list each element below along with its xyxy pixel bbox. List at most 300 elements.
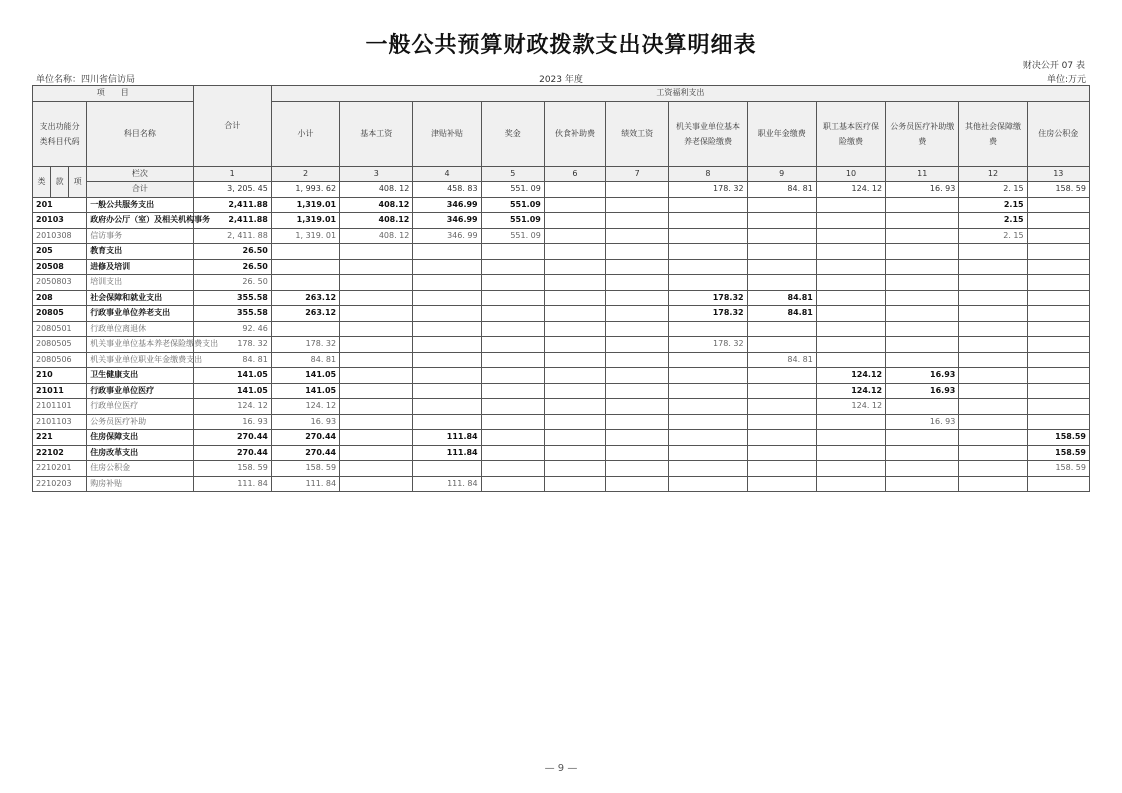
- total-value-cell: [606, 182, 669, 198]
- value-cell: 111. 84: [193, 476, 271, 492]
- table-row: [33, 337, 1090, 353]
- row-name: 公务员医疗补助: [87, 414, 193, 430]
- value-cell: [340, 383, 413, 399]
- header-total: 合计: [193, 86, 271, 167]
- value-cell: [959, 337, 1027, 353]
- value-cell: [340, 399, 413, 415]
- value-cell: 124.12: [816, 368, 885, 384]
- value-cell: [886, 244, 959, 260]
- value-cell: [481, 461, 544, 477]
- table-row: [33, 445, 1090, 461]
- table-row: [33, 228, 1090, 244]
- column-number: 8: [669, 166, 747, 182]
- row-code: 210: [33, 368, 87, 384]
- total-value-cell: 1, 993. 62: [271, 182, 339, 198]
- row-name: 住房保障支出: [87, 430, 193, 446]
- value-cell: 158.59: [1027, 445, 1089, 461]
- value-cell: [959, 244, 1027, 260]
- value-cell: [1027, 290, 1089, 306]
- value-cell: 84.81: [747, 290, 816, 306]
- header-subcol: 奖金: [481, 101, 544, 166]
- value-cell: 346. 99: [413, 228, 481, 244]
- value-cell: 124. 12: [271, 399, 339, 415]
- value-cell: [1027, 414, 1089, 430]
- header-item-name: 科目名称: [87, 101, 193, 166]
- total-row-label: 合计: [87, 182, 193, 198]
- value-cell: [959, 445, 1027, 461]
- row-name: 住房改革支出: [87, 445, 193, 461]
- value-cell: 178.32: [669, 290, 747, 306]
- header-salary-group: 工资福利支出: [271, 86, 1089, 102]
- value-cell: [959, 476, 1027, 492]
- value-cell: [747, 383, 816, 399]
- value-cell: [747, 337, 816, 353]
- value-cell: [340, 414, 413, 430]
- value-cell: 263.12: [271, 290, 339, 306]
- value-cell: [340, 306, 413, 322]
- value-cell: 26.50: [193, 244, 271, 260]
- value-cell: [816, 306, 885, 322]
- value-cell: [669, 414, 747, 430]
- value-cell: [413, 321, 481, 337]
- value-cell: [747, 275, 816, 291]
- value-cell: [747, 244, 816, 260]
- value-cell: 178. 32: [669, 337, 747, 353]
- total-value-cell: 551. 09: [481, 182, 544, 198]
- row-name: 社会保障和就业支出: [87, 290, 193, 306]
- value-cell: [544, 461, 605, 477]
- value-cell: 141.05: [271, 383, 339, 399]
- table-row: [33, 275, 1090, 291]
- value-cell: [606, 476, 669, 492]
- value-cell: [669, 476, 747, 492]
- value-cell: 2.15: [959, 213, 1027, 229]
- value-cell: [669, 430, 747, 446]
- value-cell: [271, 275, 339, 291]
- value-cell: [481, 306, 544, 322]
- value-cell: 124. 12: [193, 399, 271, 415]
- row-code: 208: [33, 290, 87, 306]
- value-cell: 178.32: [669, 306, 747, 322]
- value-cell: [816, 445, 885, 461]
- value-cell: 124.12: [816, 383, 885, 399]
- value-cell: [886, 321, 959, 337]
- value-cell: [669, 352, 747, 368]
- value-cell: 158.59: [1027, 430, 1089, 446]
- table-row: [33, 197, 1090, 213]
- row-code: 205: [33, 244, 87, 260]
- value-cell: [606, 321, 669, 337]
- table-row: [33, 213, 1090, 229]
- value-cell: [886, 476, 959, 492]
- value-cell: [669, 197, 747, 213]
- header-xiang: 项: [69, 166, 87, 197]
- value-cell: [959, 352, 1027, 368]
- value-cell: 111. 84: [413, 476, 481, 492]
- row-name: 一般公共服务支出: [87, 197, 193, 213]
- value-cell: [606, 352, 669, 368]
- value-cell: [271, 321, 339, 337]
- value-cell: [606, 259, 669, 275]
- value-cell: [1027, 321, 1089, 337]
- value-cell: [1027, 337, 1089, 353]
- value-cell: [544, 321, 605, 337]
- header-subcol: 绩效工资: [606, 101, 669, 166]
- row-name: 行政单位离退休: [87, 321, 193, 337]
- value-cell: [959, 461, 1027, 477]
- value-cell: [544, 290, 605, 306]
- value-cell: [413, 275, 481, 291]
- value-cell: 111.84: [413, 430, 481, 446]
- value-cell: [544, 275, 605, 291]
- value-cell: 84. 81: [193, 352, 271, 368]
- value-cell: [816, 461, 885, 477]
- value-cell: 346.99: [413, 213, 481, 229]
- row-name: 培训支出: [87, 275, 193, 291]
- row-name: 购房补贴: [87, 476, 193, 492]
- row-code: 2080506: [33, 352, 87, 368]
- value-cell: [340, 259, 413, 275]
- value-cell: [481, 337, 544, 353]
- value-cell: [606, 228, 669, 244]
- value-cell: [606, 290, 669, 306]
- column-number: 7: [606, 166, 669, 182]
- value-cell: [669, 321, 747, 337]
- row-code: 201: [33, 197, 87, 213]
- value-cell: [413, 352, 481, 368]
- value-cell: [1027, 383, 1089, 399]
- value-cell: [413, 461, 481, 477]
- value-cell: [481, 352, 544, 368]
- header-subcol: 住房公积金: [1027, 101, 1089, 166]
- table-row: [33, 430, 1090, 446]
- value-cell: [669, 368, 747, 384]
- value-cell: 270.44: [193, 430, 271, 446]
- value-cell: 2, 411. 88: [193, 228, 271, 244]
- value-cell: [886, 399, 959, 415]
- value-cell: [669, 259, 747, 275]
- column-number: 4: [413, 166, 481, 182]
- value-cell: [1027, 197, 1089, 213]
- value-cell: [1027, 476, 1089, 492]
- row-code: 2210203: [33, 476, 87, 492]
- form-code: 财决公开 07 表: [1022, 61, 1085, 71]
- value-cell: [481, 399, 544, 415]
- value-cell: 346.99: [413, 197, 481, 213]
- header-subcol: 伙食补助费: [544, 101, 605, 166]
- value-cell: 111.84: [413, 445, 481, 461]
- row-name: 机关事业单位基本养老保险缴费支出: [87, 337, 193, 353]
- value-cell: [669, 228, 747, 244]
- value-cell: [1027, 306, 1089, 322]
- total-value-cell: 2. 15: [959, 182, 1027, 198]
- value-cell: [959, 414, 1027, 430]
- value-cell: [816, 259, 885, 275]
- value-cell: 84. 81: [271, 352, 339, 368]
- header-subcol: 职业年金缴费: [747, 101, 816, 166]
- value-cell: [886, 445, 959, 461]
- value-cell: [959, 259, 1027, 275]
- value-cell: 16. 93: [886, 414, 959, 430]
- total-value-cell: 178. 32: [669, 182, 747, 198]
- header-code-label: 支出功能分类科目代码: [33, 101, 87, 166]
- page-title: 一般公共预算财政拨款支出决算明细表: [365, 32, 757, 58]
- value-cell: 270.44: [193, 445, 271, 461]
- value-cell: [606, 306, 669, 322]
- value-cell: [747, 259, 816, 275]
- column-number: 13: [1027, 166, 1089, 182]
- value-cell: [544, 213, 605, 229]
- row-code: 2210201: [33, 461, 87, 477]
- row-code: 20508: [33, 259, 87, 275]
- value-cell: [747, 476, 816, 492]
- meta-row: [32, 72, 1090, 84]
- value-cell: 551.09: [481, 197, 544, 213]
- row-code: 2050803: [33, 275, 87, 291]
- row-code: 22102: [33, 445, 87, 461]
- value-cell: [606, 275, 669, 291]
- row-code: 2101103: [33, 414, 87, 430]
- value-cell: [816, 414, 885, 430]
- row-code: 20805: [33, 306, 87, 322]
- value-cell: [816, 321, 885, 337]
- value-cell: [544, 259, 605, 275]
- column-number: 2: [271, 166, 339, 182]
- value-cell: [886, 306, 959, 322]
- value-cell: [886, 259, 959, 275]
- row-name: 机关事业单位职业年金缴费支出: [87, 352, 193, 368]
- header-subcol: 其他社会保障缴费: [959, 101, 1027, 166]
- value-cell: [816, 430, 885, 446]
- value-cell: [747, 321, 816, 337]
- value-cell: [340, 368, 413, 384]
- value-cell: [816, 352, 885, 368]
- value-cell: [481, 414, 544, 430]
- value-cell: [340, 461, 413, 477]
- value-cell: 158. 59: [1027, 461, 1089, 477]
- value-cell: [669, 213, 747, 229]
- total-value-cell: 84. 81: [747, 182, 816, 198]
- value-cell: 2,411.88: [193, 213, 271, 229]
- value-cell: 1,319.01: [271, 197, 339, 213]
- value-cell: 1,319.01: [271, 213, 339, 229]
- value-cell: 408.12: [340, 197, 413, 213]
- value-cell: [816, 275, 885, 291]
- value-cell: 16.93: [886, 383, 959, 399]
- value-cell: 2. 15: [959, 228, 1027, 244]
- value-cell: [606, 445, 669, 461]
- row-name: 政府办公厅（室）及相关机构事务: [87, 213, 193, 229]
- value-cell: [544, 352, 605, 368]
- table-row: [33, 306, 1090, 322]
- value-cell: 178. 32: [271, 337, 339, 353]
- value-cell: [340, 290, 413, 306]
- column-number: 5: [481, 166, 544, 182]
- value-cell: [1027, 352, 1089, 368]
- value-cell: [669, 461, 747, 477]
- value-cell: [481, 368, 544, 384]
- value-cell: [886, 275, 959, 291]
- total-value-cell: 408. 12: [340, 182, 413, 198]
- value-cell: [669, 244, 747, 260]
- table-row: [33, 368, 1090, 384]
- expenditure-table: [32, 85, 1090, 492]
- row-name: 行政事业单位医疗: [87, 383, 193, 399]
- value-cell: 141.05: [271, 368, 339, 384]
- header-subcol: 职工基本医疗保险缴费: [816, 101, 885, 166]
- header-subcol: 津贴补贴: [413, 101, 481, 166]
- table-row: [33, 461, 1090, 477]
- value-cell: [606, 461, 669, 477]
- value-cell: 124. 12: [816, 399, 885, 415]
- value-cell: [544, 368, 605, 384]
- page-number: — 9 —: [544, 763, 578, 774]
- value-cell: [747, 461, 816, 477]
- table-row: [33, 399, 1090, 415]
- value-cell: [747, 368, 816, 384]
- value-cell: [1027, 244, 1089, 260]
- value-cell: 2,411.88: [193, 197, 271, 213]
- currency-unit: 单位:万元: [1046, 75, 1086, 85]
- column-number: 12: [959, 166, 1027, 182]
- header-subcol: 小计: [271, 101, 339, 166]
- value-cell: [271, 259, 339, 275]
- value-cell: [544, 244, 605, 260]
- value-cell: [413, 306, 481, 322]
- value-cell: [271, 244, 339, 260]
- value-cell: 158. 59: [193, 461, 271, 477]
- row-code: 221: [33, 430, 87, 446]
- table-row: [33, 383, 1090, 399]
- value-cell: [747, 430, 816, 446]
- value-cell: [606, 244, 669, 260]
- value-cell: [959, 399, 1027, 415]
- row-code: 2080501: [33, 321, 87, 337]
- value-cell: [340, 337, 413, 353]
- value-cell: [959, 383, 1027, 399]
- value-cell: [886, 337, 959, 353]
- value-cell: [816, 213, 885, 229]
- table-row: [33, 290, 1090, 306]
- value-cell: 551.09: [481, 213, 544, 229]
- total-value-cell: 3, 205. 45: [193, 182, 271, 198]
- value-cell: 2.15: [959, 197, 1027, 213]
- value-cell: [481, 383, 544, 399]
- value-cell: [544, 414, 605, 430]
- value-cell: [1027, 259, 1089, 275]
- row-name: 行政事业单位养老支出: [87, 306, 193, 322]
- value-cell: [544, 197, 605, 213]
- value-cell: [340, 321, 413, 337]
- fiscal-year: 2023 年度: [539, 75, 583, 85]
- value-cell: 270.44: [271, 430, 339, 446]
- value-cell: [340, 476, 413, 492]
- value-cell: [481, 445, 544, 461]
- value-cell: [816, 290, 885, 306]
- value-cell: 551. 09: [481, 228, 544, 244]
- table-row: [33, 352, 1090, 368]
- value-cell: 26.50: [193, 259, 271, 275]
- value-cell: [669, 399, 747, 415]
- value-cell: [481, 321, 544, 337]
- value-cell: [544, 430, 605, 446]
- value-cell: [544, 445, 605, 461]
- value-cell: 111. 84: [271, 476, 339, 492]
- value-cell: [413, 414, 481, 430]
- value-cell: [481, 275, 544, 291]
- value-cell: [886, 352, 959, 368]
- row-code: 21011: [33, 383, 87, 399]
- row-name: 进修及培训: [87, 259, 193, 275]
- value-cell: [544, 228, 605, 244]
- value-cell: [747, 197, 816, 213]
- value-cell: [1027, 228, 1089, 244]
- column-number: 9: [747, 166, 816, 182]
- column-number: 6: [544, 166, 605, 182]
- row-code: 2010308: [33, 228, 87, 244]
- value-cell: 141.05: [193, 383, 271, 399]
- table-row: [33, 476, 1090, 492]
- value-cell: [544, 337, 605, 353]
- value-cell: 270.44: [271, 445, 339, 461]
- value-cell: [1027, 399, 1089, 415]
- value-cell: 355.58: [193, 306, 271, 322]
- table-row: [33, 259, 1090, 275]
- value-cell: [544, 383, 605, 399]
- row-code: 20103: [33, 213, 87, 229]
- value-cell: [816, 476, 885, 492]
- unit-name: 单位名称：四川省信访局: [36, 75, 136, 85]
- value-cell: [340, 430, 413, 446]
- value-cell: 408.12: [340, 213, 413, 229]
- value-cell: 16. 93: [193, 414, 271, 430]
- value-cell: 158. 59: [271, 461, 339, 477]
- value-cell: [959, 368, 1027, 384]
- header-lei: 类: [33, 166, 51, 197]
- value-cell: [886, 228, 959, 244]
- value-cell: [816, 337, 885, 353]
- value-cell: [413, 368, 481, 384]
- value-cell: 263.12: [271, 306, 339, 322]
- value-cell: [669, 275, 747, 291]
- row-name: 住房公积金: [87, 461, 193, 477]
- value-cell: [747, 228, 816, 244]
- value-cell: [340, 275, 413, 291]
- value-cell: [544, 399, 605, 415]
- value-cell: 408. 12: [340, 228, 413, 244]
- value-cell: 1, 319. 01: [271, 228, 339, 244]
- value-cell: [816, 197, 885, 213]
- value-cell: [413, 399, 481, 415]
- table-row: [33, 414, 1090, 430]
- row-name: 信访事务: [87, 228, 193, 244]
- value-cell: 178. 32: [193, 337, 271, 353]
- total-value-cell: 458. 83: [413, 182, 481, 198]
- value-cell: [481, 430, 544, 446]
- row-name: 教育支出: [87, 244, 193, 260]
- column-number: 3: [340, 166, 413, 182]
- header-project: 项 目: [33, 86, 194, 102]
- row-name: 行政单位医疗: [87, 399, 193, 415]
- value-cell: [606, 197, 669, 213]
- value-cell: [959, 430, 1027, 446]
- header-subcol: 公务员医疗补助缴费: [886, 101, 959, 166]
- value-cell: [606, 399, 669, 415]
- value-cell: [606, 414, 669, 430]
- value-cell: [481, 244, 544, 260]
- row-name: 卫生健康支出: [87, 368, 193, 384]
- value-cell: [669, 383, 747, 399]
